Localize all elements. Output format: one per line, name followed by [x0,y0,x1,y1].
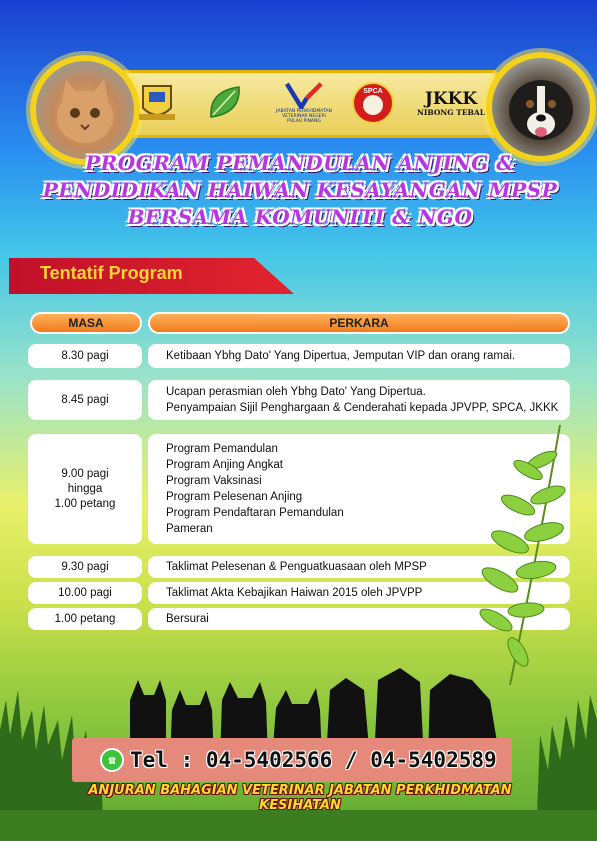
row-3-time-line-2: hingga [67,482,103,495]
row-1-time: 8.30 pagi [28,344,142,368]
row-2-item-1: Ucapan perasmian oleh Ybhg Dato' Yang Dipertua. [166,386,426,398]
row-3-time-line-3: 1.00 petang [54,497,116,510]
row-4-time: 9.30 pagi [28,556,142,578]
phone-icon: ☎ [100,748,124,772]
organizer-line: ANJURAN BAHAGIAN VETERINAR JABATAN PERKHIDMATAN KESIHATAN [88,783,512,813]
veterinar-logo-text: JABATAN PERKHIDMATAN VETERINAR NEGERI PULAU PINANG [276,109,332,124]
title-line-1: PROGRAM PEMANDULAN ANJING & [85,151,515,175]
row-5-item-1: Taklimat Akta Kebajikan Haiwan 2015 oleh JPVPP [166,587,423,599]
row-2-time: 8.45 pagi [28,380,142,420]
title-line-2: PENDIDIKAN HAIWAN KESAYANGAN MPSP [42,178,558,202]
mpsp-crest-logo [135,82,179,124]
row-3-item-6: Pameran [166,523,213,535]
telephone-line [100,748,520,772]
row-2-desc [148,380,570,420]
row-3-item-4: Program Pelesenan Anjing [166,491,303,503]
title-line-3: BERSAMA KOMUNITI & NGO [127,205,473,229]
row-3-item-1: Program Pemandulan [166,443,278,455]
jkkk-logo-main: JKKK [424,88,478,109]
dog-photo [486,52,596,162]
row-3-item-5: Program Pendaftaran Pemandulan [166,507,344,519]
row-2-item-2: Penyampaian Sijil Penghargaan & Cenderahati kepada JPVPP, SPCA, JKKK [166,402,559,414]
row-3-item-3: Program Vaksinasi [166,475,262,487]
row-6-time: 1.00 petang [28,608,142,630]
cat-photo [30,55,140,165]
jkkk-logo [415,82,487,124]
row-3-time [28,434,142,544]
jkkk-logo-sub: NIBONG TEBAL [417,107,485,117]
fern-decoration [470,420,580,690]
row-5-time: 10.00 pagi [28,582,142,604]
leaf-logo [203,82,247,124]
poster-title [30,150,570,231]
section-title: Tentatif Program [40,263,183,283]
row-4-item-1: Taklimat Pelesenan & Penguatkuasaan oleh MPSP [166,561,427,573]
header-perkara: PERKARA [148,312,570,334]
row-1-item-1: Ketibaan Ybhg Dato' Yang Dipertua, Jemputan VIP dan orang ramai. [166,350,516,362]
veterinar-logo [275,82,333,124]
header-masa: MASA [30,312,142,334]
row-1-desc [148,344,570,368]
spca-logo-text: SPCA [363,88,383,95]
row-3-time-line-1: 9.00 pagi [61,467,109,480]
row-3-item-2: Program Anjing Angkat [166,459,283,471]
telephone-numbers: Tel : 04-5402566 / 04-5402589 [130,748,497,772]
row-6-item-1: Bersurai [166,613,209,625]
spca-logo [350,82,396,124]
